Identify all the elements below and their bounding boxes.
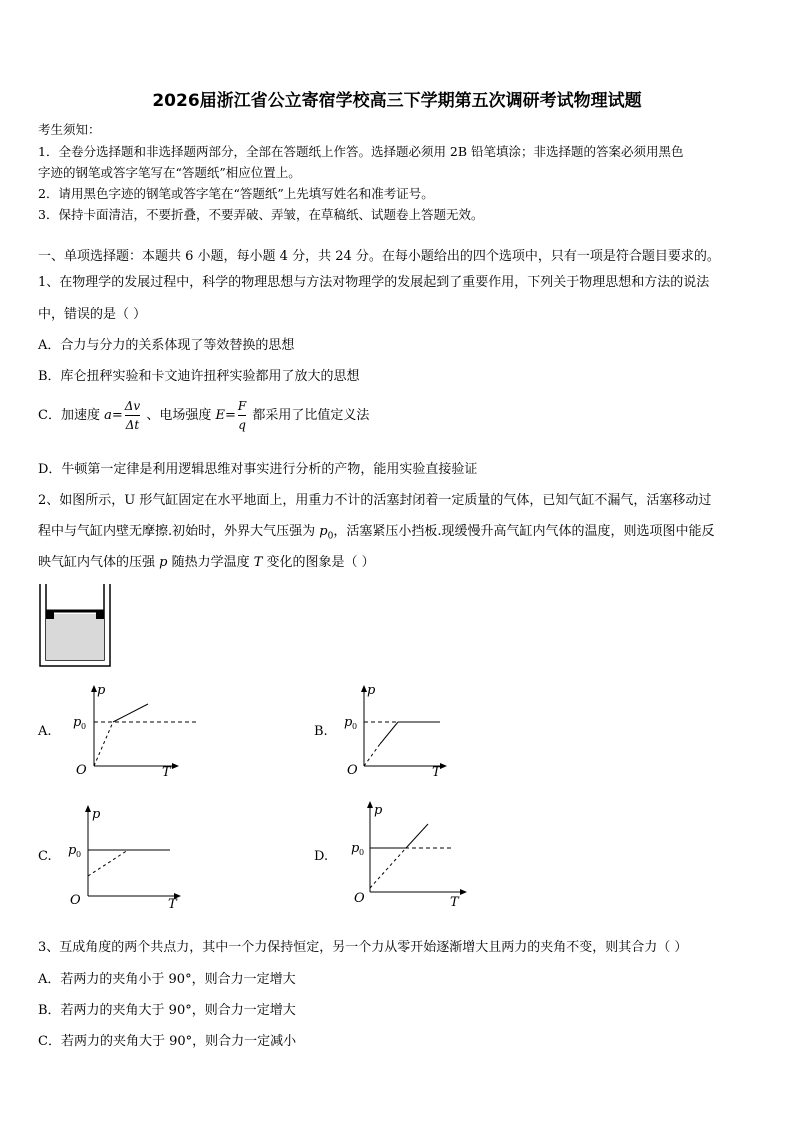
- p0-sub: 0: [76, 850, 82, 859]
- axis-p-label: p: [367, 683, 376, 698]
- q2-text: ，活塞紧压小挡板.现缓慢升高气缸内气体的温度，则选项图中能反: [333, 524, 715, 539]
- axis-p-label: p: [97, 683, 106, 698]
- q2-text: 随热力学温度: [167, 555, 254, 570]
- notice-item: 字迹的钢笔或答字笔写在“答题纸”相应位置上。: [38, 165, 301, 180]
- q2-text: 程中与气缸内壁无摩擦.初始时，外界大气压强为: [38, 524, 320, 539]
- axis-t-label: T: [432, 765, 441, 780]
- symbol-sub: 0: [327, 531, 334, 542]
- dashed-slope: [88, 850, 128, 876]
- formula-e: E: [215, 408, 226, 423]
- graph-d: [348, 800, 478, 912]
- page-title: 2026届浙江省公立寄宿学校高三下学期第五次调研考试物理试题: [152, 91, 642, 111]
- q2-text: 变化的图象是（ ）: [262, 555, 375, 570]
- p0-sub: 0: [352, 722, 358, 731]
- axis-t-label: T: [162, 765, 171, 780]
- graph-a: [66, 680, 196, 780]
- formula-numerator: F: [238, 397, 246, 416]
- q1-option-c-mid: 、电场强度: [146, 408, 212, 423]
- stopper-right: [96, 612, 104, 619]
- formula-a: a: [104, 408, 112, 423]
- dashed-slope: [94, 722, 113, 766]
- axis-p-label: p: [92, 807, 101, 822]
- p0-sub: 0: [81, 722, 87, 731]
- q1-option-c-suffix: 都采用了比值定义法: [252, 408, 370, 423]
- graph-b: [340, 680, 470, 780]
- q1-stem: 1、在物理学的发展过程中，科学的物理思想与方法对物理学的发展起到了重要作用，下列关于物理思想和方法的说法: [38, 275, 710, 290]
- origin-label: O: [70, 893, 81, 908]
- origin-label: O: [76, 763, 87, 778]
- axis-p-label: p: [374, 803, 383, 818]
- q1-option-c-prefix: C．加速度: [38, 408, 100, 423]
- formula-denominator: Δt: [125, 418, 140, 432]
- notice-heading: 考生须知：: [38, 122, 101, 137]
- symbol-p: p: [319, 524, 328, 539]
- q1-option-c: C．加速度 a= $\frac{\Delta v}{\Delta t}$ 、电场强度 E= $\frac{F}{q}$ 都采用了比值定义法: [38, 399, 370, 432]
- q3-option-b: B．若两力的夹角大于 90°，则合力一定增大: [38, 1003, 296, 1018]
- gas-region: [46, 614, 104, 660]
- p0-label: p: [68, 843, 77, 858]
- origin-label: O: [354, 891, 365, 906]
- q2-text: 映气缸内气体的压强: [38, 555, 160, 570]
- p0-label: p: [344, 715, 353, 730]
- notice-item: 1．全卷分选择题和非选择题两部分，全部在答题纸上作答。选择题必须用 2B 铅笔填涂；非选择题的答案必须用黑色: [38, 144, 684, 159]
- q1-stem: 中，错误的是（ ）: [38, 307, 147, 322]
- q2-option-a-label: A.: [38, 724, 52, 739]
- dashed-slope: [364, 744, 380, 766]
- formula-fraction-a: [125, 397, 140, 434]
- formula-fraction-e: [238, 397, 246, 434]
- q1-option-d: D．牛顿第一定律是利用逻辑思维对事实进行分析的产物，能用实验直接验证: [38, 462, 478, 477]
- formula-denominator: q: [238, 418, 246, 432]
- q2-option-c-label: C.: [38, 849, 52, 864]
- axis-t-label: T: [168, 897, 177, 912]
- symbol-p: p: [159, 555, 168, 570]
- q3-stem: 3、互成角度的两个共点力，其中一个力保持恒定，另一个力从零开始逐渐增大且两力的夹角不变，则其合力（ ）: [38, 940, 688, 955]
- solid-slope: [380, 722, 398, 744]
- cylinder-diagram: [38, 584, 112, 668]
- p0-sub: 0: [359, 848, 365, 857]
- origin-label: O: [347, 763, 358, 778]
- symbol-t: T: [253, 555, 263, 570]
- p0-label: p: [351, 841, 360, 856]
- q2-stem: 2、如图所示，U 形气缸固定在水平地面上，用重力不计的活塞封闭着一定质量的气体，已知气缸不漏气，活塞移动过: [38, 493, 712, 508]
- stopper-left: [46, 612, 54, 619]
- q1-option-b: B．库仑扭秤实验和卡文迪许扭秤实验都用了放大的思想: [38, 369, 360, 384]
- axis-t-label: T: [450, 895, 459, 910]
- solid-slope: [406, 824, 428, 848]
- q2-option-d-label: D.: [314, 849, 329, 864]
- formula-numerator: Δv: [125, 397, 140, 416]
- dashed-slope: [370, 848, 406, 888]
- q3-option-c: C．若两力的夹角大于 90°，则合力一定减小: [38, 1034, 297, 1049]
- notice-item: 2．请用黑色字迹的钢笔或答字笔在“答题纸”上先填写姓名和准考证号。: [38, 186, 434, 201]
- graph-c: [62, 800, 192, 912]
- solid-slope: [113, 704, 148, 722]
- q3-option-a: A．若两力的夹角小于 90°，则合力一定增大: [38, 972, 296, 987]
- q2-option-b-label: B.: [314, 724, 328, 739]
- notice-item: 3．保持卡面清洁，不要折叠，不要弄破、弄皱，在草稿纸、试题卷上答题无效。: [38, 207, 484, 222]
- q2-stem: [38, 551, 375, 570]
- q2-stem: [38, 520, 714, 542]
- p0-label: p: [73, 715, 82, 730]
- section-heading: 一、单项选择题：本题共 6 小题，每小题 4 分，共 24 分。在每小题给出的四个选项中，只有一项是符合题目要求的。: [38, 249, 720, 264]
- q1-option-a: A．合力与分力的关系体现了等效替换的思想: [38, 338, 295, 353]
